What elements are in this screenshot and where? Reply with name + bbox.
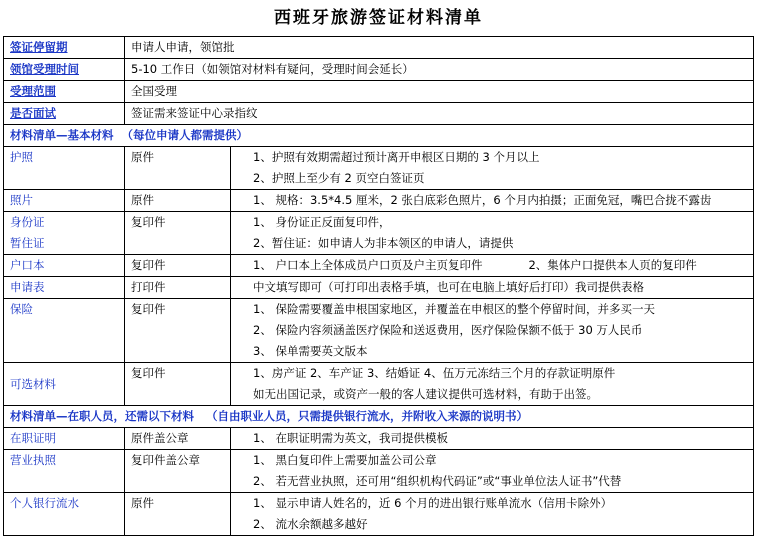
requirement-line: 2、集体户口提供本人页的复印件 <box>528 258 697 272</box>
summary-row <box>4 81 754 103</box>
item-name: 户口本 <box>4 255 125 277</box>
summary-value: 全国受理 <box>125 81 754 103</box>
item-name: 可选材料 <box>4 363 125 406</box>
item-name: 个人银行流水 <box>4 493 125 536</box>
requirement-line: 1、 身份证正反面复印件， <box>253 215 391 229</box>
requirement-line: 1、 在职证明需为英文，我司提供模板 <box>231 428 754 450</box>
item-type: 原件 <box>125 493 231 536</box>
table-row <box>4 299 754 363</box>
requirement-line: 2、暂住证：如申请人为非本领区的申请人，请提供 <box>253 236 514 250</box>
item-type: 原件盖公章 <box>125 428 231 450</box>
item-type: 复印件 <box>125 255 231 277</box>
requirement-line: 1、房产证 2、车产证 3、结婚证 4、伍万元冻结三个月的存款证明原件 <box>253 366 616 380</box>
summary-row <box>4 59 754 81</box>
summary-row <box>4 37 754 59</box>
requirement-line: 如无出国记录，或资产一般的客人建议提供可选材料，有助于出签。 <box>253 387 598 401</box>
table-row <box>4 147 754 190</box>
section-note: （每位申请人都需提供） <box>121 128 249 142</box>
requirement-line: 2、 保险内容须涵盖医疗保险和送返费用，医疗保险保额不低于 30 万人民币 <box>253 323 643 337</box>
item-name: 护照 <box>4 147 125 190</box>
item-type: 复印件 <box>125 363 231 406</box>
requirement-line: 1、护照有效期需超过预计离开申根区日期的 3 个月以上 <box>253 150 540 164</box>
item-type: 复印件 <box>125 212 231 255</box>
requirement-line: 中文填写即可（可打印出表格手填，也可在电脑上填好后打印）我司提供表格 <box>231 277 754 299</box>
requirement-line: 1、 规格：3.5*4.5 厘米，2 张白底彩色照片，6 个月内拍摄；正面免冠，嘴巴合拢不露齿 <box>231 190 754 212</box>
summary-label: 是否面试 <box>4 103 125 125</box>
table-row <box>4 363 754 406</box>
summary-row <box>4 103 754 125</box>
table-row <box>4 493 754 536</box>
section-header <box>4 125 754 147</box>
item-type: 打印件 <box>125 277 231 299</box>
item-type: 原件 <box>125 190 231 212</box>
section-note: （自由职业人员，只需提供银行流水，并附收入来源的说明书） <box>206 409 529 423</box>
item-type: 复印件盖公章 <box>125 450 231 493</box>
summary-value: 5-10 工作日（如领馆对材料有疑问，受理时间会延长） <box>125 59 754 81</box>
item-name: 保险 <box>4 299 125 363</box>
requirement-line: 2、 若无营业执照，还可用“组织机构代码证”或“事业单位法人证书”代替 <box>253 474 622 488</box>
item-name: 暂住证 <box>10 236 45 250</box>
requirement-line: 2、 流水余额越多越好 <box>253 517 368 531</box>
item-name: 在职证明 <box>4 428 125 450</box>
table-row <box>4 255 754 277</box>
table-row <box>4 428 754 450</box>
requirement-line: 1、 显示申请人姓名的，近 6 个月的进出银行账单流水（信用卡除外） <box>253 496 613 510</box>
requirement-line: 3、 保单需要英文版本 <box>253 344 368 358</box>
requirement-line: 1、 保险需要覆盖申根国家地区，并覆盖在申根区的整个停留时间，并多买一天 <box>253 302 655 316</box>
section-header <box>4 406 754 428</box>
item-name: 照片 <box>4 190 125 212</box>
summary-label: 受理范围 <box>4 81 125 103</box>
table-row <box>4 450 754 493</box>
requirement-line: 1、 黑白复印件上需要加盖公司公章 <box>253 453 437 467</box>
item-type: 复印件 <box>125 299 231 363</box>
requirement-line: 2、护照上至少有 2 页空白签证页 <box>253 171 425 185</box>
summary-value: 签证需来签证中心录指纹 <box>125 103 754 125</box>
materials-table <box>3 36 754 536</box>
page-title: 西班牙旅游签证材料清单 <box>274 8 483 28</box>
item-type: 原件 <box>125 147 231 190</box>
table-row <box>4 277 754 299</box>
summary-label: 签证停留期 <box>4 37 125 59</box>
section-label: 材料清单—在职人员，还需以下材料 <box>10 409 194 423</box>
table-row <box>4 190 754 212</box>
requirement-line: 1、 户口本上全体成员户口页及户主页复印件 <box>253 258 483 272</box>
table-row <box>4 212 754 255</box>
item-name: 营业执照 <box>4 450 125 493</box>
item-name: 申请表 <box>4 277 125 299</box>
summary-label: 领馆受理时间 <box>4 59 125 81</box>
section-label: 材料清单—基本材料 <box>10 128 114 142</box>
item-name: 身份证 <box>10 215 45 229</box>
summary-value: 申请人申请，领馆批 <box>125 37 754 59</box>
